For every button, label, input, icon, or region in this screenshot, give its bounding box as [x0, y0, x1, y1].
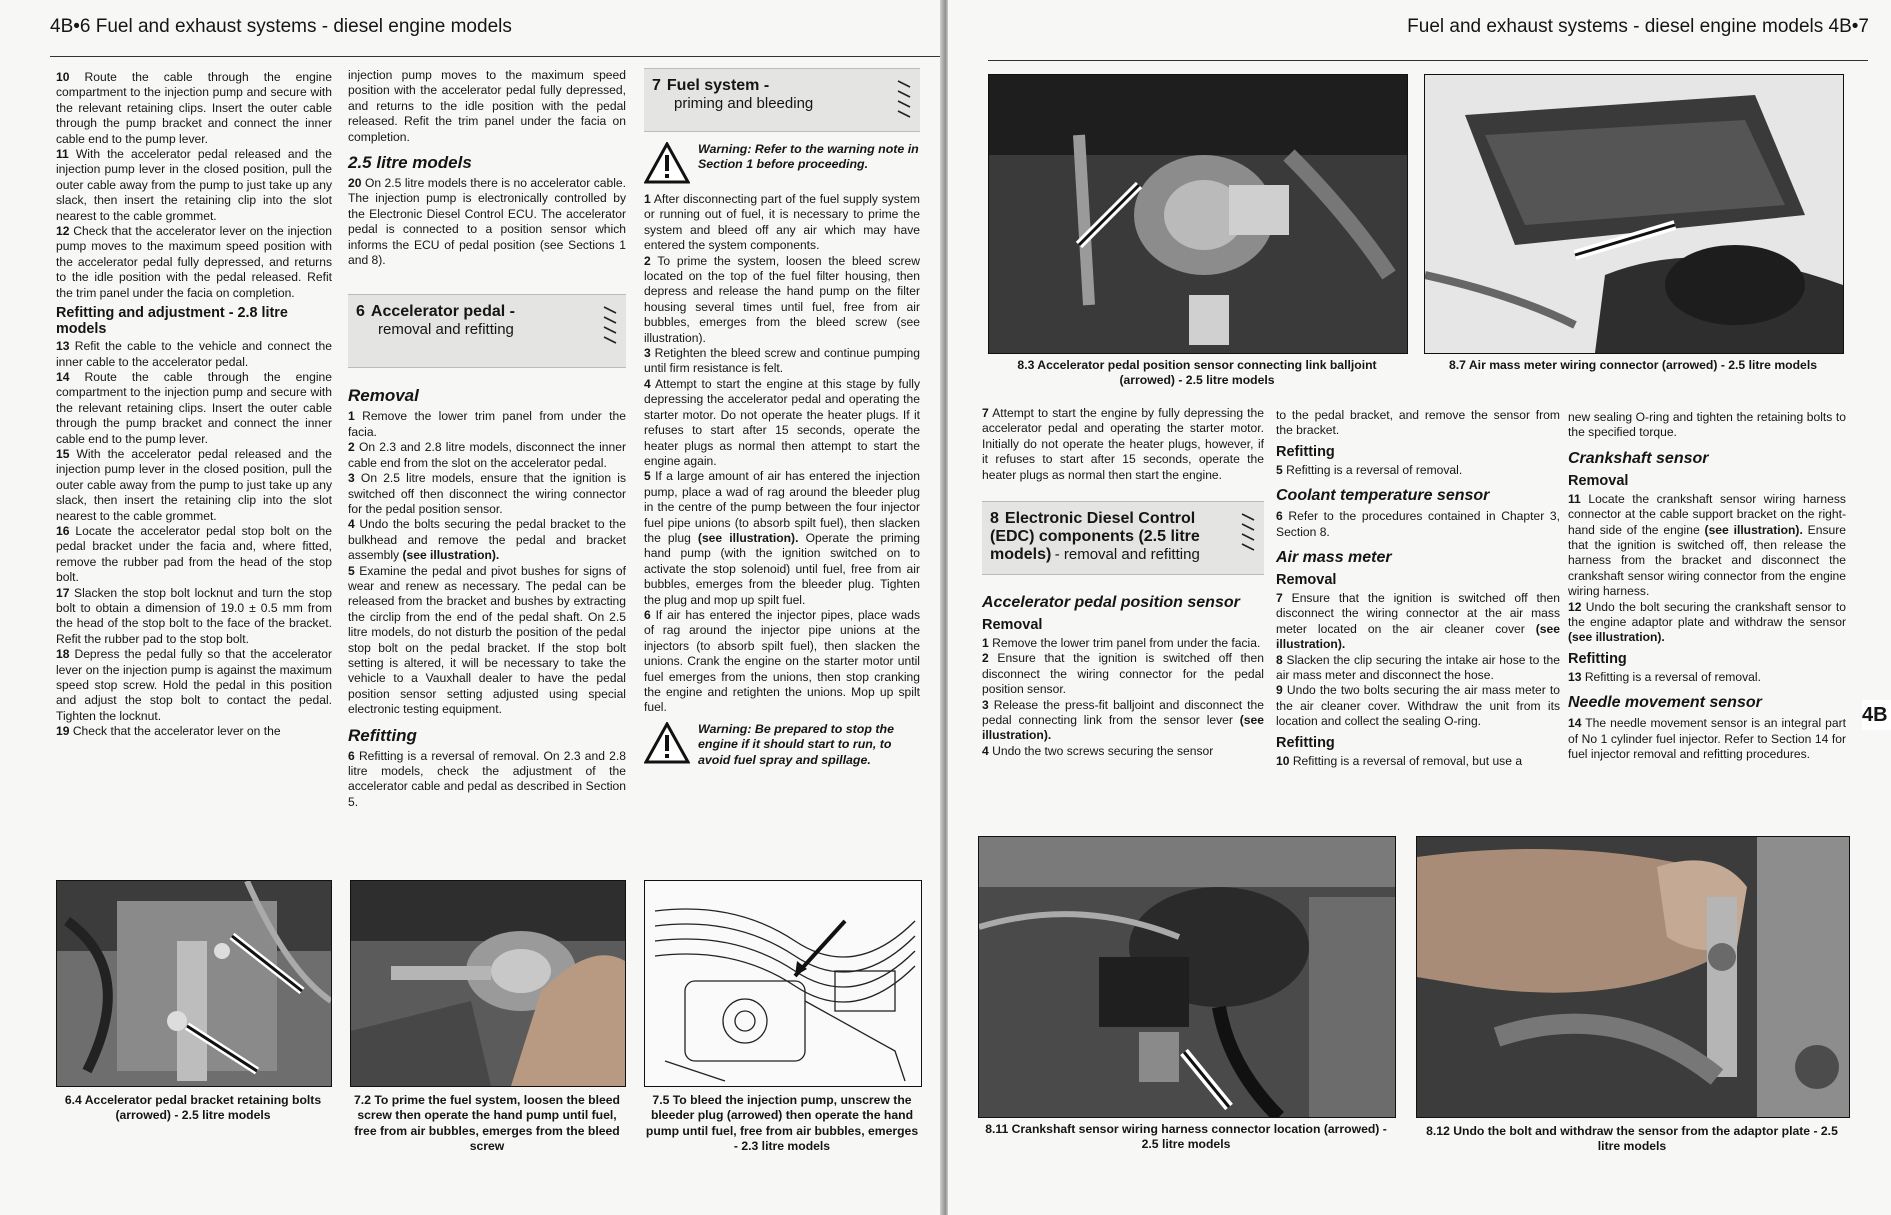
- paragraph: new sealing O-ring and tighten the retaining bolts to the specified torque.: [1568, 410, 1846, 440]
- paragraph-19: 19 Check that the accelerator lever on the: [56, 724, 281, 739]
- subheading-crankshaft-sensor: Crankshaft sensor: [1568, 449, 1709, 467]
- photo-7-5-drawing: [645, 881, 921, 1086]
- spanner-rating-icon: [600, 301, 620, 347]
- section-6-box: [348, 294, 626, 368]
- warning-triangle-icon: [644, 142, 690, 184]
- paragraph-16: 16 Locate the accelerator pedal stop bolt on the pedal bracket under the facia and, where fitted, remove the rubber pad from the head of the stop bolt.: [56, 523, 332, 585]
- paragraph-7: 7 Ensure that the ignition is switched off then disconnect the wiring connector at the air mass meter located on the air cleaner cover (see illustration).: [1276, 591, 1560, 652]
- section-title: Accelerator pedal -: [370, 303, 515, 321]
- paragraph-13: 13 Refitting is a reversal of removal.: [1568, 669, 1761, 684]
- paragraph-20: 20 On 2.5 litre models there is no accelerator cable. The injection pump is electronically controlled by the Electronic Diesel Control ECU. The accelerator pedal is connected to a position sensor which informs the ECU of pedal position (see Sections 1 and 8).: [348, 176, 626, 268]
- paragraph-4: 4 Undo the two screws securing the sensor: [982, 743, 1214, 758]
- paragraph-11: 11 With the accelerator pedal released and the injection pump lever in the closed position, pull the outer cable away from the pump to just take up any slack, then insert the retaining clip into the slot nearest to the cable grommet.: [56, 147, 332, 223]
- photo-8-12: [1416, 836, 1850, 1118]
- paragraph-5: 5 If a large amount of air has entered the injection pump, place a wad of rag around the bleeder plug in the centre of the pump between the four injector fuel pipe unions (to absorb spilt fuel), then slacken the plug (see illustration). Operate the priming hand pump (with the ignition switched on to activate the stop solenoid) until fuel, free from air bubbles, emerges from the bleeder plug. Tighten the plug and mop up spilt fuel.: [644, 469, 920, 607]
- warning-note-1: [644, 142, 920, 184]
- paragraph-3: 3 Retighten the bleed screw and continue pumping until firm resistance is felt.: [644, 346, 920, 376]
- paragraph-6: 6 Refitting is a reversal of removal. On 2.3 and 2.8 litre models, check the adjustment of the accelerator cable and pedal as described in Section 5.: [348, 748, 626, 809]
- left-page-number: 4B•6: [50, 16, 91, 37]
- subheading-coolant-temperature-sensor: Coolant temperature sensor: [1276, 487, 1490, 505]
- photo-8-11-image: [979, 837, 1395, 1117]
- warning-text: Warning: Be prepared to stop the engine if it should start to run, to avoid fuel spray and spillage.: [698, 721, 894, 767]
- left-column-1: [56, 70, 332, 740]
- subheading-removal: Removal: [1276, 572, 1337, 589]
- caption-8-12: 8.12 Undo the bolt and withdraw the sensor from the adaptor plate - 2.5 litre models: [1426, 1124, 1838, 1154]
- paragraph-5: 5 Refitting is a reversal of removal.: [1276, 462, 1463, 477]
- paragraph-3: 3 Release the press-fit balljoint and disconnect the pedal connecting link from the sensor lever (see illustration).: [982, 697, 1264, 743]
- paragraph-1: 1 Remove the lower trim panel from under the facia.: [982, 636, 1261, 651]
- spanner-rating-icon: [1238, 508, 1258, 554]
- subheading-removal: Removal: [982, 617, 1043, 634]
- right-page-number: 4B•7: [1828, 16, 1869, 37]
- section-8-box: [982, 501, 1264, 575]
- paragraph-18: 18 Depress the pedal fully so that the accelerator lever on the injection pump is against the maximum speed stop screw. Hold the pedal in this position and adjust the stop bolt to contact the pedal. Tighten the locknut.: [56, 647, 332, 723]
- photo-7-5: [644, 880, 922, 1087]
- paragraph-7: 7 Attempt to start the engine by fully depressing the accelerator pedal and operating the starter motor. Initially do not operate the heater plugs, however, if it refuses to start after 15 seconds, operate the heater plugs as normal then start the engine.: [982, 406, 1264, 482]
- paragraph-1: 1 After disconnecting part of the fuel supply system or running out of fuel, it is necessary to prime the system and bleed off any air which may have entered the system components.: [644, 192, 920, 253]
- paragraph-11: 11 Locate the crankshaft sensor wiring harness connector at the cable support bracket on the right-hand side of the engine (see illustration). Ensure that the ignition is switched off, then release the harness from the bracket and disconnect the crankshaft sensor wiring connector from the engine wiring harness.: [1568, 491, 1846, 599]
- subheading-refitting: Refitting: [1276, 443, 1335, 460]
- subheading-air-mass-meter: Air mass meter: [1276, 549, 1392, 567]
- subheading-removal: Removal: [1568, 472, 1629, 489]
- warning-note-2: [644, 722, 920, 768]
- paragraph-6: 6 Refer to the procedures contained in Chapter 3, Section 8.: [1276, 509, 1560, 539]
- subheading-needle-movement-sensor: Needle movement sensor: [1568, 694, 1762, 712]
- paragraph-9: 9 Undo the two bolts securing the air mass meter to the air cleaner cover. Withdraw the unit from its location and collect the sealing O-ring.: [1276, 683, 1560, 729]
- paragraph-12: 12 Undo the bolt securing the crankshaft sensor to the engine adaptor plate and withdraw the sensor (see illustration).: [1568, 599, 1846, 645]
- left-running-head: [50, 16, 512, 38]
- left-page: [0, 0, 943, 1215]
- paragraph-2: 2 To prime the system, loosen the bleed screw located on the top of the fuel filter housing, then depress and release the hand pump on the filter housing several times until fuel, free from air bubbles, emerges from the bleed screw (see illustration).: [644, 253, 920, 345]
- paragraph-12: 12 Check that the accelerator lever on the injection pump moves to the maximum speed position with the accelerator pedal fully depressed, and returns to the idle position with the pedal released. Refit the trim panel under the facia on completion.: [56, 224, 332, 300]
- photo-8-3-image: [989, 75, 1407, 353]
- paragraph-14: 14 The needle movement sensor is an integral part of No 1 cylinder fuel injector. Refer to Section 14 for fuel injector removal and refitting procedures.: [1568, 716, 1846, 762]
- paragraph: to the pedal bracket, and remove the sensor from the bracket.: [1276, 408, 1560, 438]
- paragraph-15: 15 With the accelerator pedal released and the injection pump lever in the closed position, pull the outer cable away from the pump to just take up any slack, then insert the retaining clip into the slot nearest to the cable grommet.: [56, 446, 332, 523]
- photo-8-11: [978, 836, 1396, 1118]
- section-number: 7: [652, 77, 661, 94]
- right-running-head: [1407, 16, 1869, 38]
- subheading-2-5-litre: 2.5 litre models: [348, 153, 472, 173]
- paragraph-4: 4 Undo the bolts securing the pedal bracket to the bulkhead and remove the pedal and bracket assembly (see illustration).: [348, 517, 626, 563]
- left-column-3: [644, 68, 920, 776]
- right-column-1: [982, 406, 1264, 759]
- caption-8-3: 8.3 Accelerator pedal position sensor connecting link balljoint (arrowed) - 2.5 litre models: [1017, 358, 1377, 388]
- section-number: 8: [990, 510, 999, 528]
- photo-8-3: [988, 74, 1408, 354]
- left-header-rule: [50, 56, 943, 57]
- section-subtitle: - removal and refitting: [1054, 546, 1200, 564]
- section-title: Fuel system -: [666, 77, 770, 94]
- subheading-refitting: Refitting: [1276, 734, 1335, 751]
- paragraph-13: 13 Refit the cable to the vehicle and connect the inner cable to the accelerator pedal.: [56, 339, 332, 369]
- warning-text: Warning: Refer to the warning note in Section 1 before proceeding.: [698, 142, 919, 172]
- paragraph-1: 1 Remove the lower trim panel from under the facia.: [348, 409, 626, 439]
- section-subtitle: removal and refitting: [378, 321, 514, 339]
- paragraph-10: 10 Route the cable through the engine compartment to the injection pump and secure with the relevant retaining clips. Insert the outer cable through the pump bracket and connect the inner cable end to the pump lever.: [56, 70, 332, 146]
- caption-6-4: 6.4 Accelerator pedal bracket retaining bolts (arrowed) - 2.5 litre models: [64, 1093, 322, 1123]
- paragraph: injection pump moves to the maximum speed position with the accelerator pedal fully depressed, and returns to the idle position with the pedal released. Refit the trim panel under the facia on completion.: [348, 68, 626, 144]
- left-column-2: [348, 68, 626, 810]
- section-number: 6: [356, 303, 365, 321]
- chapter-thumb-tab: 4B: [1862, 700, 1891, 730]
- paragraph-17: 17 Slacken the stop bolt locknut and turn the stop bolt to obtain a dimension of 19.0 ± 0.5 mm from the head of the stop bolt to the face of the bracket. Refit the rubber pad to the stop bolt.: [56, 585, 332, 646]
- photo-7-2: [350, 880, 626, 1087]
- photo-7-2-image: [351, 881, 625, 1086]
- right-column-3: [1568, 410, 1846, 763]
- caption-7-2: 7.2 To prime the fuel system, loosen the bleed screw then operate the hand pump until fuel, free from air bubbles, emerges from the bleed screw: [354, 1093, 620, 1154]
- caption-8-7: 8.7 Air mass meter wiring connector (arrowed) - 2.5 litre models: [1449, 358, 1817, 372]
- paragraph-2: 2 Ensure that the ignition is switched off then disconnect the wiring connector for the pedal position sensor.: [982, 651, 1264, 697]
- photo-6-4-image: [57, 881, 331, 1086]
- subheading-accelerator-pedal-position-sensor: Accelerator pedal position sensor: [982, 594, 1240, 612]
- paragraph-14: 14 Route the cable through the engine compartment to the injection pump and secure with the relevant retaining clips. Insert the outer cable through the pump bracket and connect the inner cable end to the pump lever.: [56, 369, 332, 446]
- right-header-rule: [988, 60, 1868, 61]
- right-page-title: Fuel and exhaust systems - diesel engine models: [1407, 16, 1824, 37]
- paragraph-5: 5 Examine the pedal and pivot bushes for signs of wear and renew as necessary. The pedal can be released from the bracket and bushes by extracting the circlip from the end of the pedal shaft. On 2.5 litre models, do not disturb the position of the pedal stop bolt on the pedal bracket. If the stop bolt setting is altered, it will be necessary to take the vehicle to a Vauxhall dealer to have the pedal position sensor setting adjusted using special electronic testing equipment.: [348, 563, 626, 717]
- section-title: Electronic Diesel Control (EDC) components (2.5 litre models): [990, 510, 1200, 564]
- photo-8-7-image: [1425, 75, 1843, 353]
- paragraph-3: 3 On 2.5 litre models, ensure that the ignition is switched off then disconnect the wiring connector for the pedal position sensor.: [348, 471, 626, 516]
- spanner-rating-icon: [894, 75, 914, 121]
- warning-triangle-icon: [644, 722, 690, 764]
- paragraph-6: 6 If air has entered the injector pipes, place wads of rag around the injector pipe unions at the injectors (to absorb spilt fuel), then slacken the unions. Crank the engine on the starter motor until fuel emerges from the unions, then stop cranking the engine and retighten the unions. Mop up spilt fuel.: [644, 607, 920, 715]
- photo-8-12-image: [1417, 837, 1849, 1117]
- subheading-removal: Removal: [348, 386, 419, 406]
- subheading-refitting: Refitting: [1568, 650, 1627, 667]
- section-7-box: [644, 68, 920, 132]
- paragraph-2: 2 On 2.3 and 2.8 litre models, disconnect the inner cable end from the slot on the accelerator pedal.: [348, 440, 626, 470]
- subheading-refitting: Refitting: [348, 725, 417, 745]
- subheading-refitting-adjustment: Refitting and adjustment - 2.8 litre models: [56, 305, 288, 338]
- right-page: [948, 0, 1891, 1215]
- paragraph-10: 10 Refitting is a reversal of removal, but use a: [1276, 753, 1523, 768]
- photo-6-4: [56, 880, 332, 1087]
- section-subtitle: priming and bleeding: [674, 95, 814, 112]
- right-column-2: [1276, 408, 1560, 769]
- caption-8-11: 8.11 Crankshaft sensor wiring harness connector location (arrowed) - 2.5 litre models: [985, 1122, 1387, 1152]
- photo-8-7: [1424, 74, 1844, 354]
- caption-7-5: 7.5 To bleed the injection pump, unscrew the bleeder plug (arrowed) then operate the hand pump until fuel, free from air bubbles, emerges - 2.3 litre models: [645, 1093, 919, 1154]
- paragraph-4: 4 Attempt to start the engine at this stage by fully depressing the accelerator pedal and operating the starter motor. Do not operate the heater plugs. If it refuses to start after 15 seconds, operate the heater plugs as normal then attempt to start the engine again.: [644, 376, 920, 468]
- paragraph-8: 8 Slacken the clip securing the intake air hose to the air mass meter and disconnect the hose.: [1276, 652, 1560, 683]
- left-page-title: Fuel and exhaust systems - diesel engine models: [95, 16, 512, 37]
